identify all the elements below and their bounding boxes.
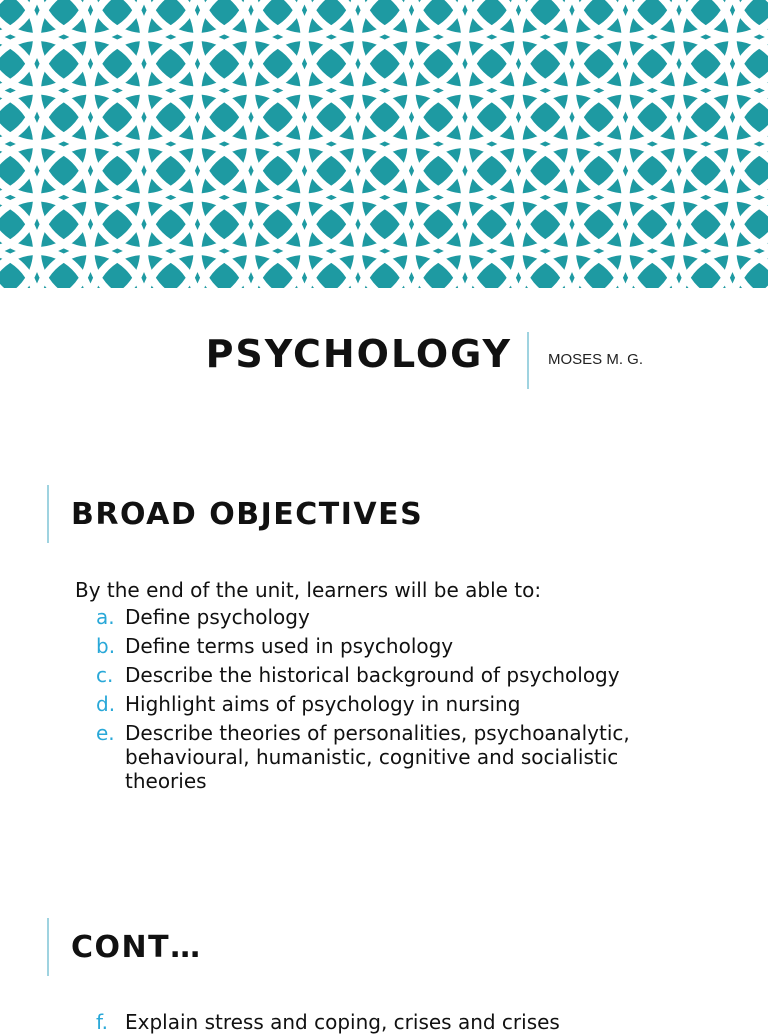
cont-heading: CONT…	[71, 930, 202, 965]
heading-accent-bar	[47, 485, 49, 543]
list-item	[96, 663, 656, 687]
decorative-banner	[0, 0, 768, 288]
list-item-text: Define psychology	[125, 605, 656, 629]
list-item	[96, 634, 656, 658]
list-item	[96, 605, 656, 629]
list-item-text: Describe theories of personalities, psychoanalytic, behavioural, humanistic, cognitive and socialistic theories	[125, 721, 656, 793]
list-marker: d.	[96, 692, 125, 716]
list-item	[96, 1010, 656, 1034]
title-slide	[0, 288, 768, 448]
list-item-text: Describe the historical background of psychology	[125, 663, 656, 687]
list-marker: c.	[96, 663, 125, 687]
list-item-text: Define terms used in psychology	[125, 634, 656, 658]
list-item	[96, 721, 656, 793]
title-divider	[527, 332, 529, 389]
author-name: MOSES M. G.	[548, 351, 643, 368]
list-marker: e.	[96, 721, 125, 793]
list-marker: a.	[96, 605, 125, 629]
list-item-text: Highlight aims of psychology in nursing	[125, 692, 656, 716]
presentation-title: PSYCHOLOGY	[206, 332, 512, 376]
objectives-intro: By the end of the unit, learners will be able to:	[75, 578, 541, 602]
circle-lattice-pattern	[0, 0, 768, 288]
list-marker: b.	[96, 634, 125, 658]
objectives-heading: BROAD OBJECTIVES	[71, 497, 423, 532]
heading-accent-bar	[47, 918, 49, 976]
list-item-text: Explain stress and coping, crises and crises	[125, 1010, 656, 1034]
list-item	[96, 692, 656, 716]
objectives-list	[96, 605, 656, 798]
cont-list	[96, 1010, 656, 1034]
list-marker: f.	[96, 1010, 125, 1034]
